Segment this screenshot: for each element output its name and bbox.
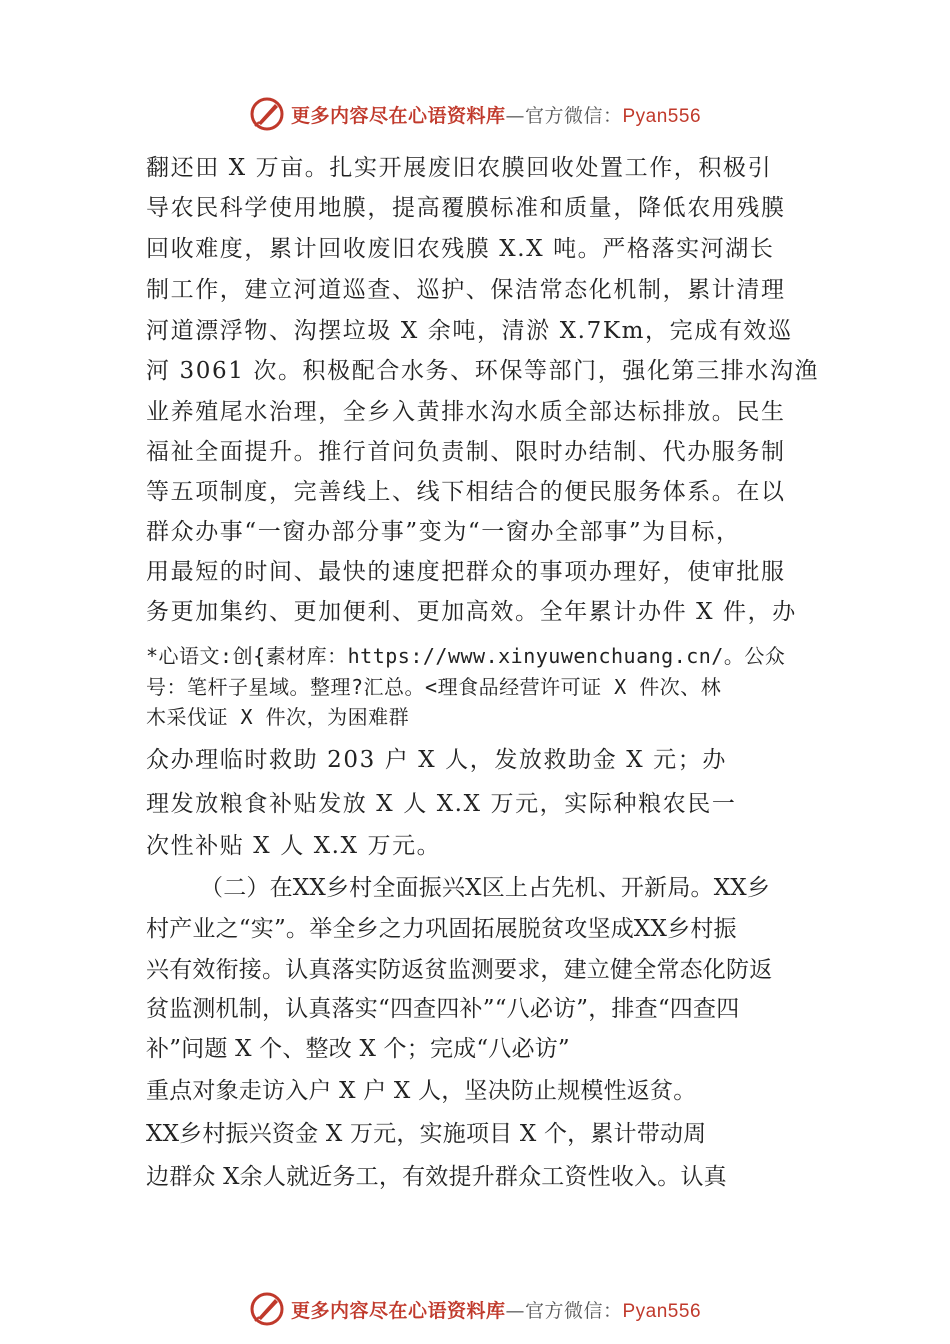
body-line-5: 河道漂浮物、沟摆垃圾 X 余吨，清淤 X.7Km，完成有效巡 [146,318,793,344]
quill-circle-logo-icon [249,1291,285,1327]
body-line-2: 导农民科学使用地膜，提高覆膜标准和质量，降低农用残膜 [146,195,786,221]
banner-main-text: 更多内容尽在心语资料库 [290,1299,506,1322]
header-banner [0,94,950,134]
body-line-21: XX乡村振兴资金 X 万元，实施项目 X 个，累计带动周 [146,1121,707,1147]
body-line-19: 补”问题 X 个、整改 X 个；完成“八必访” [146,1036,570,1062]
watermark-line-1: *心语文:创{素材库：https://www.xinyuwenchuang.cn/。公众 [146,644,786,668]
banner-label: 官方微信： [524,104,623,127]
watermark-line-2: 号：笔杆子星域。整理?汇总。<理食品经营许可证 X 件次、林 [146,675,722,699]
banner-wechat-id: Pyan556 [622,105,702,127]
banner-label: 官方微信： [524,1299,623,1322]
banner-wechat-id: Pyan556 [622,1300,702,1322]
body-line-9: 等五项制度，完善线上、线下相结合的便民服务体系。在以 [146,479,786,505]
body-line-14: 理发放粮食补贴发放 X 人 X.X 万元，实际种粮农民一 [146,791,737,817]
body-line-16: 村产业之“实”。举全乡之力巩固拓展脱贫攻坚成XX乡村振 [146,916,737,942]
body-line-4: 制工作，建立河道巡查、巡护、保洁常态化机制，累计清理 [146,277,786,303]
banner-main-text: 更多内容尽在心语资料库 [290,104,506,127]
body-line-8: 福祉全面提升。推行首问负责制、限时办结制、代办服务制 [146,439,786,465]
body-line-7: 业养殖尾水治理，全乡入黄排水沟水质全部达标排放。民生 [146,399,786,425]
banner-separator: — [505,1299,525,1322]
body-line-1: 翻还田 X 万亩。扎实开展废旧农膜回收处置工作，积极引 [146,155,773,181]
body-line-6: 河 3061 次。积极配合水务、环保等部门，强化第三排水沟渔 [146,358,820,384]
body-line-15: 次性补贴 X 人 X.X 万元。 [146,833,442,859]
watermark-line-3: 木采伐证 X 件次，为困难群 [146,705,410,729]
body-line-3: 回收难度，累计回收废旧农残膜 X.X 吨。严格落实河湖长 [146,236,775,262]
quill-circle-logo-icon [249,96,285,132]
body-line-17: 兴有效衔接。认真落实防返贫监测要求，建立健全常态化防返 [146,957,773,983]
section-heading: （二）在XX乡村全面振兴X区上占先机、开新局。XX乡 [200,875,771,901]
footer-banner [0,1289,950,1329]
body-line-20: 重点对象走访入户 X 户 X 人，坚决防止规模性返贫。 [146,1078,697,1104]
body-line-18: 贫监测机制，认真落实“四查四补”“八必访”，排查“四查四 [146,996,740,1022]
banner-separator: — [505,104,525,127]
body-line-22: 边群众 X余人就近务工，有效提升群众工资性收入。认真 [146,1164,727,1190]
body-line-11: 用最短的时间、最快的速度把群众的事项办理好，使审批服 [146,559,786,585]
body-line-12: 务更加集约、更加便利、更加高效。全年累计办件 X 件，办 [146,599,797,625]
body-line-10: 群众办事“一窗办部分事”变为“一窗办全部事”为目标， [146,519,741,545]
body-line-13: 众办理临时救助 203 户 X 人，发放救助金 X 元；办 [146,747,727,773]
